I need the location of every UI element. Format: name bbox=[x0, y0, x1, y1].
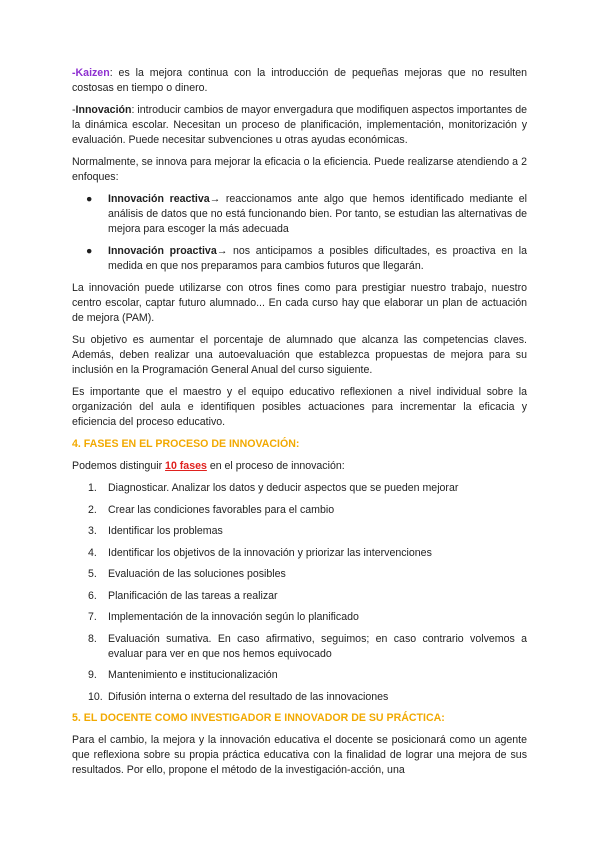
kaizen-definition: : es la mejora continua con la introducción de pequeñas mejoras que no resulten costosas en tiempo o dinero. bbox=[72, 67, 527, 94]
list-item bbox=[72, 503, 527, 518]
paragraph-kaizen bbox=[72, 66, 527, 96]
section-heading-fases: 4. FASES EN EL PROCESO DE INNOVACIÓN: bbox=[72, 438, 300, 450]
paragraph-importante: Es importante que el maestro y el equipo educativo reflexionen a nivel individual sobre la organización del aula e identifiquen posibles actuaciones para incrementar la eficacia y eficiencia del proceso educativo. bbox=[72, 386, 527, 428]
list-item-text: Mantenimiento e institucionalización bbox=[108, 669, 278, 681]
list-item-text: Implementación de la innovación según lo planificado bbox=[108, 611, 359, 623]
list-number: 3. bbox=[88, 525, 97, 537]
bullet-icon: ● bbox=[86, 245, 93, 257]
list-item-text: Evaluación sumativa. En caso afirmativo, seguimos; en caso contrario volvemos a evaluar para ver en que nos hemos equivocado bbox=[108, 632, 527, 660]
paragraph-objetivo: Su objetivo es aumentar el porcentaje de alumnado que alcanza las competencias claves. Además, deben realizar una autoevaluación que establezca propuestas de mejora para su inclusión en la Programación General Anual del curso siguiente. bbox=[72, 334, 527, 376]
list-item bbox=[72, 690, 527, 705]
list-item bbox=[72, 244, 527, 274]
list-item bbox=[72, 632, 527, 662]
list-number: 6. bbox=[88, 589, 97, 602]
list-number: 4. bbox=[88, 546, 97, 559]
enfoques-list bbox=[72, 192, 527, 274]
proactiva-description: → nos anticipamos a posibles dificultades, es proactiva en la medida en que nos preparamos para cambios futuros que llegarán. bbox=[108, 245, 527, 272]
list-item-text: Difusión interna o externa del resultado de las innovaciones bbox=[108, 690, 389, 703]
list-item-text: Identificar los problemas bbox=[108, 525, 223, 537]
list-number: 2. bbox=[88, 503, 97, 516]
list-item bbox=[72, 610, 527, 625]
innovacion-dash: - bbox=[72, 104, 76, 116]
list-item bbox=[72, 192, 527, 237]
list-number: 5. bbox=[88, 568, 97, 580]
paragraph-distinguir bbox=[72, 459, 527, 474]
fases-list bbox=[72, 481, 527, 705]
paragraph-fines: La innovación puede utilizarse con otros fines como para prestigiar nuestro trabajo, nuestro centro escolar, captar futuro alumnado... En cada curso hay que elaborar un plan de actuación de mejora (PAM). bbox=[72, 282, 527, 324]
paragraph-innovacion bbox=[72, 103, 527, 148]
list-item-text: Crear las condiciones favorables para el cambio bbox=[108, 503, 335, 516]
list-number: 9. bbox=[88, 669, 97, 681]
section-heading-docente: 5. EL DOCENTE COMO INVESTIGADOR E INNOVADOR DE SU PRÁCTICA: bbox=[72, 712, 445, 724]
list-item bbox=[72, 589, 527, 604]
term-kaizen: -Kaizen bbox=[72, 67, 110, 79]
term-proactiva: Innovación proactiva bbox=[108, 245, 217, 257]
distinguir-before: Podemos distinguir bbox=[72, 460, 166, 472]
reactiva-description: → reaccionamos ante algo que hemos identificado mediante el análisis de datos que no está funcionando bien. Por tanto, se estudian las alternativas de mejora para escoger la más adecuada bbox=[108, 193, 527, 235]
list-number: 8. bbox=[88, 632, 97, 645]
highlight-10-fases: 10 fases bbox=[165, 460, 207, 472]
list-item bbox=[72, 567, 527, 582]
list-item-text: Identificar los objetivos de la innovación y priorizar las intervenciones bbox=[108, 546, 432, 559]
list-item-text: Planificación de las tareas a realizar bbox=[108, 589, 278, 602]
bullet-icon: ● bbox=[86, 193, 93, 205]
document-page bbox=[72, 66, 527, 785]
list-number: 1. bbox=[88, 482, 97, 494]
distinguir-after: en el proceso de innovación: bbox=[206, 460, 345, 472]
list-item bbox=[72, 546, 527, 561]
term-innovacion: Innovación bbox=[75, 104, 132, 116]
list-item bbox=[72, 481, 527, 496]
paragraph-final: Para el cambio, la mejora y la innovación educativa el docente se posicionará como un agente que reflexiona sobre su propia práctica educativa con la finalidad de lograr una mejora de sus resultados. Por ello, propone el método de la investigación-acción, una bbox=[72, 734, 527, 776]
list-number: 7. bbox=[88, 611, 97, 623]
innovacion-definition: : introducir cambios de mayor envergadura que modifiquen aspectos importantes de la dinámica escolar. Necesitan un proceso de planificación, implementación, monitorización y evaluación. Puede necesitar subvenciones u otras ayudas económicas. bbox=[72, 104, 527, 146]
paragraph-enfoques: Normalmente, se innova para mejorar la eficacia o la eficiencia. Puede realizarse atendiendo a 2 enfoques: bbox=[72, 156, 527, 183]
list-number: 10. bbox=[88, 690, 103, 703]
list-item bbox=[72, 668, 527, 683]
list-item bbox=[72, 524, 527, 539]
term-reactiva: Innovación reactiva bbox=[108, 193, 210, 205]
list-item-text: Diagnosticar. Analizar los datos y deducir aspectos que se pueden mejorar bbox=[108, 482, 459, 494]
list-item-text: Evaluación de las soluciones posibles bbox=[108, 568, 286, 580]
